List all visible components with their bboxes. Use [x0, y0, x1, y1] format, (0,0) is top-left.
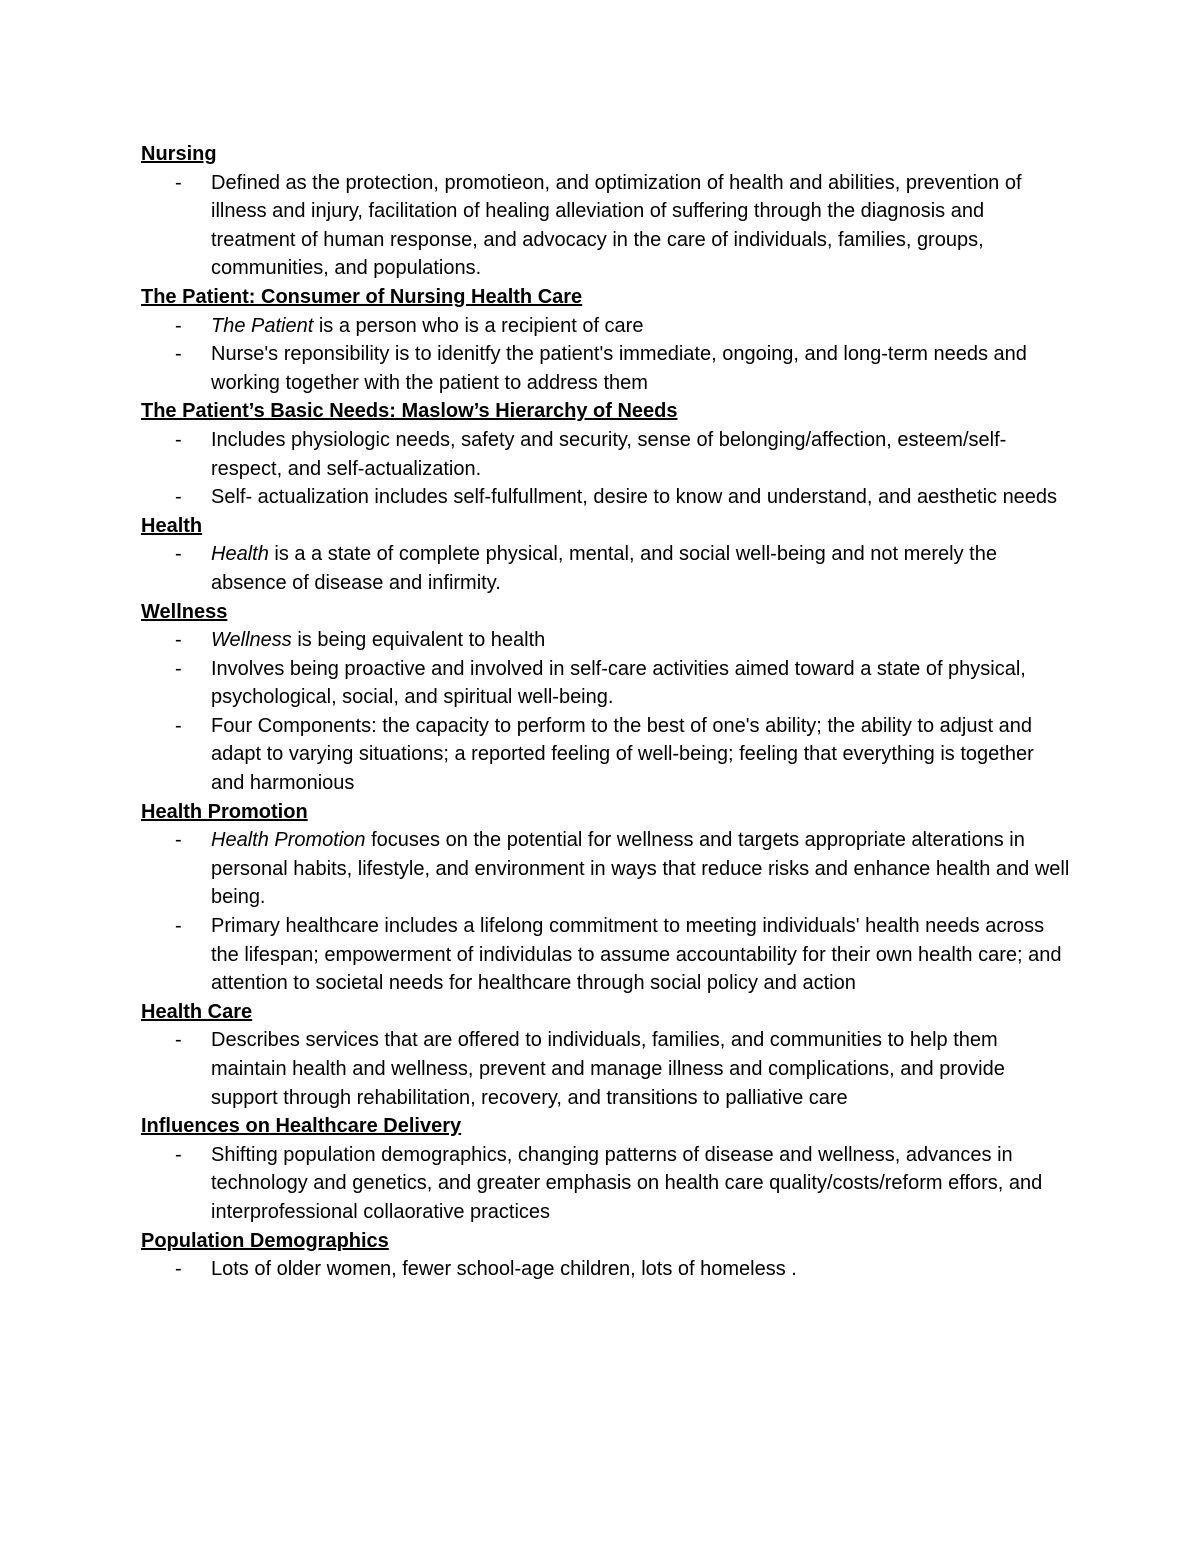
emphasis-text: Health: [211, 543, 269, 566]
bullet-list: [141, 626, 1071, 798]
bullet-list: [141, 169, 1071, 283]
list-item: [141, 626, 1071, 655]
section-heading: Wellness: [141, 600, 228, 623]
emphasis-text: Health Promotion: [211, 829, 366, 852]
dash-marker: -: [175, 629, 182, 652]
list-item: [141, 540, 1071, 597]
bullet-list: [141, 312, 1071, 398]
bullet-text: focuses on the potential for wellness and targets appropriate alterations in personal habits, lifestyle, and environment in ways that reduce risks and enhance health and well being.: [211, 829, 1070, 909]
list-item: [141, 1141, 1071, 1227]
bullet-text: Includes physiologic needs, safety and security, sense of belonging/affection, esteem/self-respect, and self-actualization.: [211, 428, 1007, 480]
dash-marker: -: [175, 543, 182, 566]
bullet-text: Involves being proactive and involved in self-care activities aimed toward a state of physical, psychological, social, and spiritual well-being.: [211, 657, 1026, 709]
list-item: [141, 655, 1071, 712]
bullet-text: is a person who is a recipient of care: [313, 314, 644, 337]
bullet-text: is a a state of complete physical, mental, and social well-being and not merely the absence of disease and infirmity.: [211, 543, 997, 594]
document-page: [141, 140, 1071, 1284]
section-heading: Influences on Healthcare Delivery: [141, 1115, 462, 1138]
bullet-text: Describes services that are offered to individuals, families, and communities to help them maintain health and wellness, prevent and manage illness and complications, and provide support through rehabilitation, recovery, and transitions to palliative care: [211, 1029, 1005, 1109]
dash-marker: -: [175, 1258, 182, 1281]
list-item: [141, 712, 1071, 798]
dash-marker: -: [175, 829, 182, 852]
list-item: [141, 912, 1071, 998]
section-wellness: [141, 598, 1071, 798]
dash-marker: -: [175, 314, 182, 337]
bullet-text: Four Components: the capacity to perform to the best of one's ability; the ability to adjust and adapt to varying situations; a reported feeling of well-being; feeling that everything is together and harmonious: [211, 714, 1034, 795]
dash-marker: -: [175, 171, 182, 194]
section-patient: [141, 283, 1071, 397]
dash-marker: -: [175, 486, 182, 509]
bullet-text: Shifting population demographics, changing patterns of disease and wellness, advances in technology and genetics, and greater emphasis on health care quality/costs/reform effors, and interprofessional collaorative practices: [211, 1143, 1043, 1223]
bullet-text: Self- actualization includes self-fulfullment, desire to know and understand, and aesthetic needs: [211, 486, 1058, 509]
list-item: [141, 426, 1071, 483]
bullet-text: Defined as the protection, promotieon, and optimization of health and abilities, prevention of illness and injury, facilitation of healing alleviation of suffering through the diagnosis and treatment of human response, and advocacy in the care of individuals, families, groups, communities, and populations.: [211, 171, 1022, 280]
section-population-demographics: [141, 1227, 1071, 1284]
bullet-list: [141, 1141, 1071, 1227]
emphasis-text: The Patient: [211, 314, 314, 337]
dash-marker: -: [175, 657, 182, 680]
bullet-text: Nurse's reponsibility is to idenitfy the patient's immediate, ongoing, and long-term needs and working together with the patient to address them: [211, 343, 1027, 394]
dash-marker: -: [175, 1143, 182, 1166]
list-item: [141, 169, 1071, 283]
section-influences: [141, 1112, 1071, 1226]
list-item: [141, 1026, 1071, 1112]
section-health: [141, 512, 1071, 598]
bullet-text: Primary healthcare includes a lifelong commitment to meeting individuals' health needs across the lifespan; empowerment of individulas to assume accountability for their own health care; and attention to societal needs for healthcare through social policy and action: [211, 915, 1062, 995]
bullet-list: [141, 1255, 1071, 1284]
section-heading: Health: [141, 514, 203, 537]
dash-marker: -: [175, 1029, 182, 1052]
section-heading: The Patient: Consumer of Nursing Health Care: [141, 285, 583, 308]
bullet-list: [141, 826, 1071, 998]
bullet-text: is being equivalent to health: [291, 629, 546, 652]
section-heading: The Patient’s Basic Needs: Maslow’s Hierarchy of Needs: [141, 400, 678, 423]
dash-marker: -: [175, 714, 182, 737]
emphasis-text: Wellness: [211, 629, 292, 652]
bullet-text: Lots of older women, fewer school-age children, lots of homeless .: [211, 1258, 797, 1281]
section-heading: Health Care: [141, 1000, 253, 1023]
bullet-list: [141, 1026, 1071, 1112]
bullet-list: [141, 540, 1071, 597]
section-basic-needs: [141, 397, 1071, 511]
section-health-care: [141, 998, 1071, 1112]
dash-marker: -: [175, 343, 182, 366]
section-heading: Population Demographics: [141, 1229, 389, 1252]
section-heading: Nursing: [141, 143, 217, 165]
list-item: [141, 340, 1071, 397]
list-item: [141, 826, 1071, 912]
list-item: [141, 483, 1071, 512]
list-item: [141, 312, 1071, 341]
bullet-list: [141, 426, 1071, 512]
dash-marker: -: [175, 428, 182, 451]
section-heading: Health Promotion: [141, 800, 308, 823]
list-item: [141, 1255, 1071, 1284]
section-health-promotion: [141, 798, 1071, 998]
section-nursing: [141, 140, 1071, 283]
dash-marker: -: [175, 915, 182, 938]
